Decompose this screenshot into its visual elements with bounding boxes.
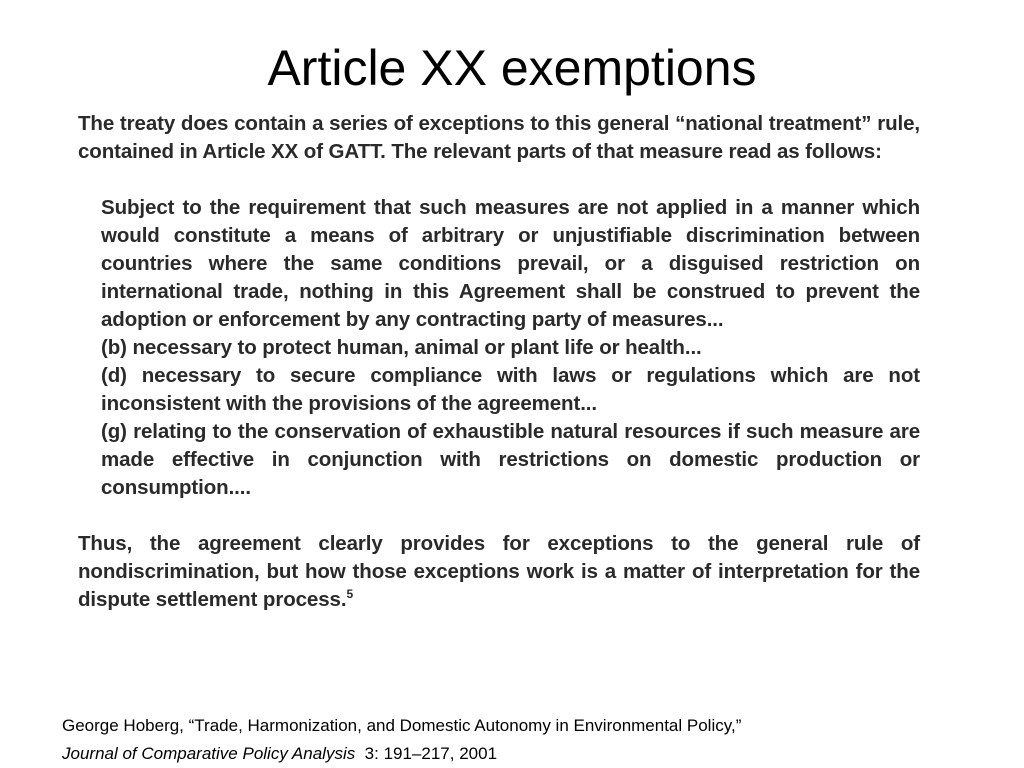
article-xx-quote — [101, 194, 920, 502]
quote-item-b: (b) necessary to protect human, animal or plant life or health... — [101, 336, 702, 359]
footnote-marker: 5 — [346, 587, 354, 602]
quote-main-paragraph: Subject to the requirement that such measures are not applied in a manner which would constitute a means of arbitrary or unjustifiable discrimination between countries where the same conditions prevail, or a disguised restriction on international trade, nothing in this Agreement shall be construed to prevent the adoption or enforcement by any contracting party of measures... — [101, 196, 920, 331]
citation-journal-line — [62, 740, 982, 768]
intro-paragraph: The treaty does contain a series of exceptions to this general “national treatment” rule, contained in Article XX of GATT. The relevant parts of that measure read as follows: — [78, 112, 920, 163]
conclusion-text: Thus, the agreement clearly provides for exceptions to the general rule of nondiscrimination, but how those exceptions work is a matter of interpretation for the dispute settlement process. — [78, 532, 920, 611]
citation-journal: Journal of Comparative Policy Analysis — [62, 744, 356, 763]
citation — [62, 712, 982, 768]
quote-item-g: (g) relating to the conservation of exhaustible natural resources if such measure are made effective in conjunction with restrictions on domestic production or consumption.... — [101, 420, 920, 499]
conclusion-paragraph — [78, 530, 920, 614]
citation-details: 3: 191–217, 2001 — [364, 744, 498, 763]
slide-title: Article XX exemptions — [267, 40, 757, 96]
quote-item-d: (d) necessary to secure compliance with laws or regulations which are not inconsistent with the provisions of the agreement... — [101, 364, 920, 415]
excerpt-image-text — [78, 110, 920, 614]
citation-author-title: George Hoberg, “Trade, Harmonization, and Domestic Autonomy in Environmental Policy,” — [62, 716, 742, 735]
